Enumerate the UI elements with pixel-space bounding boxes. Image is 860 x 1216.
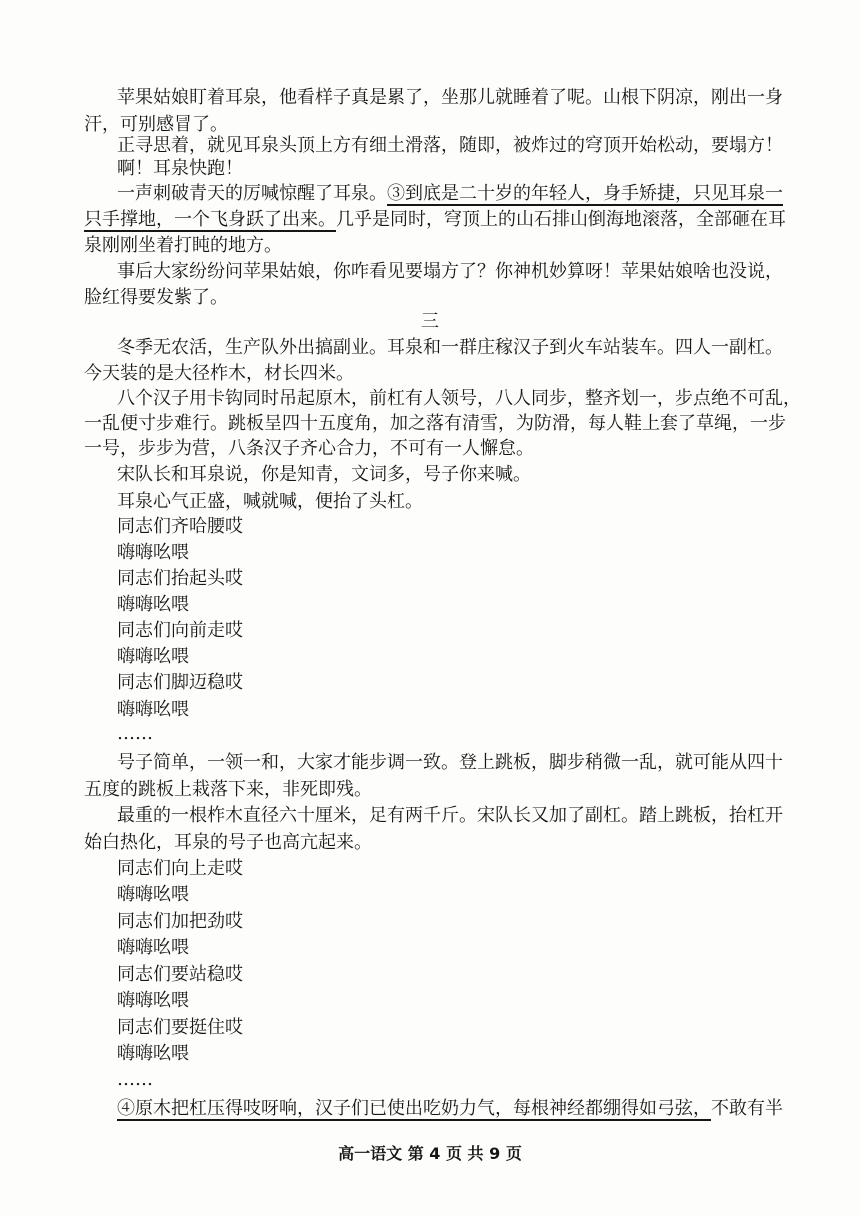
ellipsis: …… bbox=[117, 1069, 153, 1090]
chant-line: 同志们向前走哎 bbox=[117, 620, 243, 641]
paragraph-line: 正寻思着，就见耳泉头顶上方有细土滑落，随即，被炸过的穹顶开始松动，要塌方！ bbox=[117, 135, 783, 156]
underlined-sentence-4: ④原木把杠压得吱呀响，汉子们已使出吃奶力气，每根神经都绷得如弓弦， bbox=[117, 1098, 711, 1119]
paragraph-line: 汗，可别感冒了。 bbox=[84, 114, 228, 135]
chant-line: 嗨嗨吆喂 bbox=[117, 646, 189, 667]
chant-line: 同志们要挺住哎 bbox=[117, 1017, 243, 1038]
paragraph-text: 不敢有半 bbox=[711, 1098, 783, 1119]
ellipsis: …… bbox=[117, 723, 153, 744]
paragraph-line: 宋队长和耳泉说，你是知青，文词多，号子你来喊。 bbox=[117, 464, 531, 485]
chant-line: 嗨嗨吆喂 bbox=[117, 542, 189, 563]
paragraph-text: 几乎是同时，穹顶上的山石排山倒海地滚落，全部砸在耳 bbox=[336, 209, 786, 230]
paragraph-line: 耳泉心气正盛，喊就喊，便抬了头杠。 bbox=[117, 491, 423, 512]
paragraph-line bbox=[117, 181, 783, 207]
paragraph-line: 今天装的是大径柞木，材长四米。 bbox=[84, 363, 354, 384]
paragraph-line: 最重的一根柞木直径六十厘米，足有两千斤。宋队长又加了副杠。踏上跳板，抬杠开 bbox=[117, 805, 783, 826]
paragraph-text: 一声刺破青天的厉喊惊醒了耳泉。 bbox=[117, 183, 387, 204]
paragraph-line: 冬季无农活，生产队外出搞副业。耳泉和一群庄稼汉子到火车站装车。四人一副杠。 bbox=[117, 337, 783, 358]
paragraph-line: 脸红得要发紫了。 bbox=[84, 287, 228, 308]
page-footer: 高一语文 第 4 页 共 9 页 bbox=[338, 1144, 522, 1163]
paragraph-line: 八个汉子用卡钩同时吊起原木，前杠有人领号，八人同步，整齐划一，步点绝不可乱， bbox=[117, 388, 801, 409]
chant-line: 嗨嗨吆喂 bbox=[117, 1043, 189, 1064]
paragraph-line: 始白热化，耳泉的号子也高亢起来。 bbox=[84, 832, 372, 853]
chant-line: 嗨嗨吆喂 bbox=[117, 594, 189, 615]
chant-line: 同志们加把劲哎 bbox=[117, 911, 243, 932]
underlined-sentence-3-cont: 只手撑地，一个飞身跃了出来。 bbox=[84, 209, 336, 230]
chant-line: 嗨嗨吆喂 bbox=[117, 699, 189, 720]
paragraph-line: 啊！耳泉快跑！ bbox=[117, 158, 243, 179]
chant-line: 嗨嗨吆喂 bbox=[117, 937, 189, 958]
paragraph-line: 一号，步步为营，八条汉子齐心合力，不可有一人懈怠。 bbox=[84, 438, 534, 459]
chant-line: 同志们要站稳哎 bbox=[117, 964, 243, 985]
chant-line: 同志们向上走哎 bbox=[117, 858, 243, 879]
paragraph-line bbox=[84, 207, 786, 233]
section-number: 三 bbox=[421, 311, 439, 332]
paragraph-line: 事后大家纷纷问苹果姑娘，你咋看见要塌方了？你神机妙算呀！苹果姑娘啥也没说， bbox=[117, 261, 783, 282]
underlined-sentence-3: ③到底是二十岁的年轻人，身手矫捷，只见耳泉一 bbox=[387, 183, 783, 204]
chant-line: 嗨嗨吆喂 bbox=[117, 990, 189, 1011]
chant-line: 同志们脚迈稳哎 bbox=[117, 672, 243, 693]
paragraph-line bbox=[117, 1096, 783, 1122]
paragraph-line: 苹果姑娘盯着耳泉，他看样子真是累了，坐那儿就睡着了呢。山根下阴凉，刚出一身 bbox=[117, 87, 783, 108]
chant-line: 同志们齐哈腰哎 bbox=[117, 516, 243, 537]
paragraph-line: 号子简单，一领一和，大家才能步调一致。登上跳板，脚步稍微一乱，就可能从四十 bbox=[117, 752, 783, 773]
paragraph-line: 一乱便寸步难行。跳板呈四十五度角，加之落有清雪，为防滑，每人鞋上套了草绳，一步 bbox=[84, 413, 786, 434]
chant-line: 同志们抬起头哎 bbox=[117, 568, 243, 589]
paragraph-line: 泉刚刚坐着打盹的地方。 bbox=[84, 235, 282, 256]
paragraph-line: 五度的跳板上栽落下来，非死即残。 bbox=[84, 779, 372, 800]
chant-line: 嗨嗨吆喂 bbox=[117, 884, 189, 905]
